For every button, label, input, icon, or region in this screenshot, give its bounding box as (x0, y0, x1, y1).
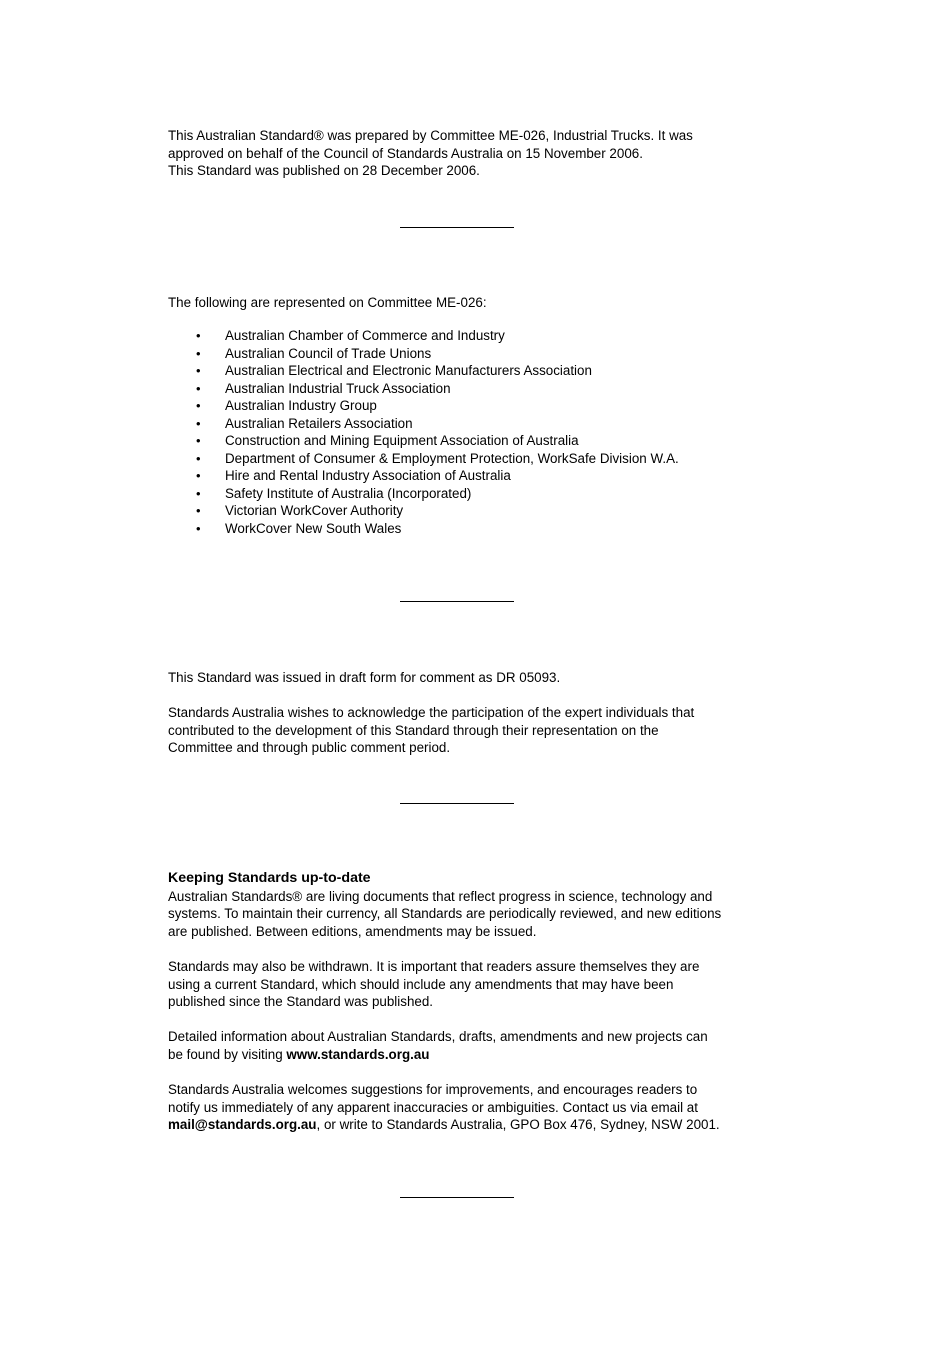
suggestions-paragraph (168, 1081, 768, 1134)
bullet-icon: • (196, 520, 201, 536)
uptodate-p1-line-3: are published. Between editions, amendments may be issued. (168, 923, 537, 939)
bullet-icon: • (196, 450, 201, 466)
uptodate-p2-line-2: using a current Standard, which should include any amendments that may have been (168, 976, 674, 992)
website-link[interactable]: www.standards.org.au (286, 1046, 430, 1062)
uptodate-p4-line-3 (168, 1116, 768, 1134)
list-item-label: Australian Council of Trade Unions (225, 345, 432, 361)
acknowledgement-line-2: contributed to the development of this Standard through their representation on the (168, 722, 659, 738)
draft-statement (168, 669, 768, 687)
acknowledgement (168, 704, 768, 757)
list-item-label: Australian Electrical and Electronic Manufacturers Association (225, 363, 592, 378)
bullet-icon: • (196, 468, 201, 483)
list-item (168, 520, 679, 538)
list-item (168, 450, 679, 468)
uptodate-p2-line-3: published since the Standard was published. (168, 994, 434, 1009)
bullet-icon: • (196, 415, 201, 431)
list-item-label: Australian Retailers Association (225, 415, 413, 431)
list-item (168, 345, 679, 363)
publication-date-line: This Standard was published on 28 December 2006. (168, 163, 480, 178)
uptodate-p3-line-1: Detailed information about Australian Standards, drafts, amendments and new projects can (168, 1029, 708, 1044)
list-item (168, 380, 679, 398)
list-item-label: Department of Consumer & Employment Protection, WorkSafe Division W.A. (225, 450, 679, 466)
email-link[interactable]: mail@standards.org.au (168, 1117, 317, 1132)
draft-issued-text: This Standard was issued in draft form for comment as DR 05093. (168, 670, 561, 685)
list-item-label: Construction and Mining Equipment Association of Australia (225, 433, 579, 448)
uptodate-p4-line-2: notify us immediately of any apparent inaccuracies or ambiguities. Contact us via email at (168, 1099, 698, 1115)
preparation-line-1: This Australian Standard® was prepared by Committee ME-026, Industrial Trucks. It was (168, 128, 693, 143)
list-item (168, 362, 679, 380)
bullet-icon: • (196, 328, 201, 343)
uptodate-p4-line-1: Standards Australia welcomes suggestions for improvements, and encourages readers to (168, 1082, 698, 1097)
information-paragraph (168, 1028, 768, 1063)
bullet-icon: • (196, 503, 201, 518)
bullet-icon: • (196, 363, 201, 378)
acknowledgement-line-1: Standards Australia wishes to acknowledge the participation of the expert individuals that (168, 705, 695, 720)
preparation-line-2: approved on behalf of the Council of Standards Australia on 15 November 2006. (168, 145, 643, 161)
committee-intro (168, 294, 768, 312)
list-item-label: Australian Chamber of Commerce and Industry (225, 328, 505, 343)
uptodate-section (168, 870, 768, 940)
list-item (168, 467, 679, 485)
list-item (168, 327, 679, 345)
list-item-label: WorkCover New South Wales (225, 520, 402, 536)
list-item-label: Australian Industry Group (225, 398, 377, 413)
committee-intro-text: The following are represented on Committee ME-026: (168, 295, 487, 310)
uptodate-p2-line-1: Standards may also be withdrawn. It is important that readers assure themselves they are (168, 959, 700, 974)
list-item (168, 485, 679, 503)
list-item (168, 502, 679, 520)
bullet-icon: • (196, 380, 201, 396)
list-item-label: Victorian WorkCover Authority (225, 503, 404, 518)
withdrawal-paragraph (168, 958, 768, 1011)
preparation-statement (168, 127, 768, 180)
section-divider-3 (400, 803, 514, 804)
list-item-label: Hire and Rental Industry Association of Australia (225, 468, 511, 483)
list-item-label: Australian Industrial Truck Association (225, 380, 451, 396)
bullet-icon: • (196, 485, 201, 501)
section-divider-2 (400, 601, 514, 602)
uptodate-p1-line-1: Australian Standards® are living documents that reflect progress in science, technology and (168, 888, 713, 904)
section-divider-1 (400, 227, 514, 228)
uptodate-p3-line-2 (168, 1046, 768, 1064)
bullet-icon: • (196, 345, 201, 361)
section-divider-4 (400, 1197, 514, 1198)
committee-members-list (168, 327, 679, 537)
bullet-icon: • (196, 433, 201, 448)
list-item (168, 415, 679, 433)
bullet-icon: • (196, 398, 201, 413)
list-item-label: Safety Institute of Australia (Incorporated) (225, 485, 472, 501)
uptodate-p4-suffix: , or write to Standards Australia, GPO Box 476, Sydney, NSW 2001. (316, 1117, 720, 1132)
uptodate-p3-prefix: be found by visiting (168, 1046, 287, 1062)
section-heading: Keeping Standards up-to-date (168, 870, 371, 886)
acknowledgement-line-3: Committee and through public comment period. (168, 740, 451, 755)
list-item (168, 432, 679, 450)
uptodate-p1-line-2: systems. To maintain their currency, all Standards are periodically reviewed, and new editions (168, 906, 722, 921)
list-item (168, 397, 679, 415)
